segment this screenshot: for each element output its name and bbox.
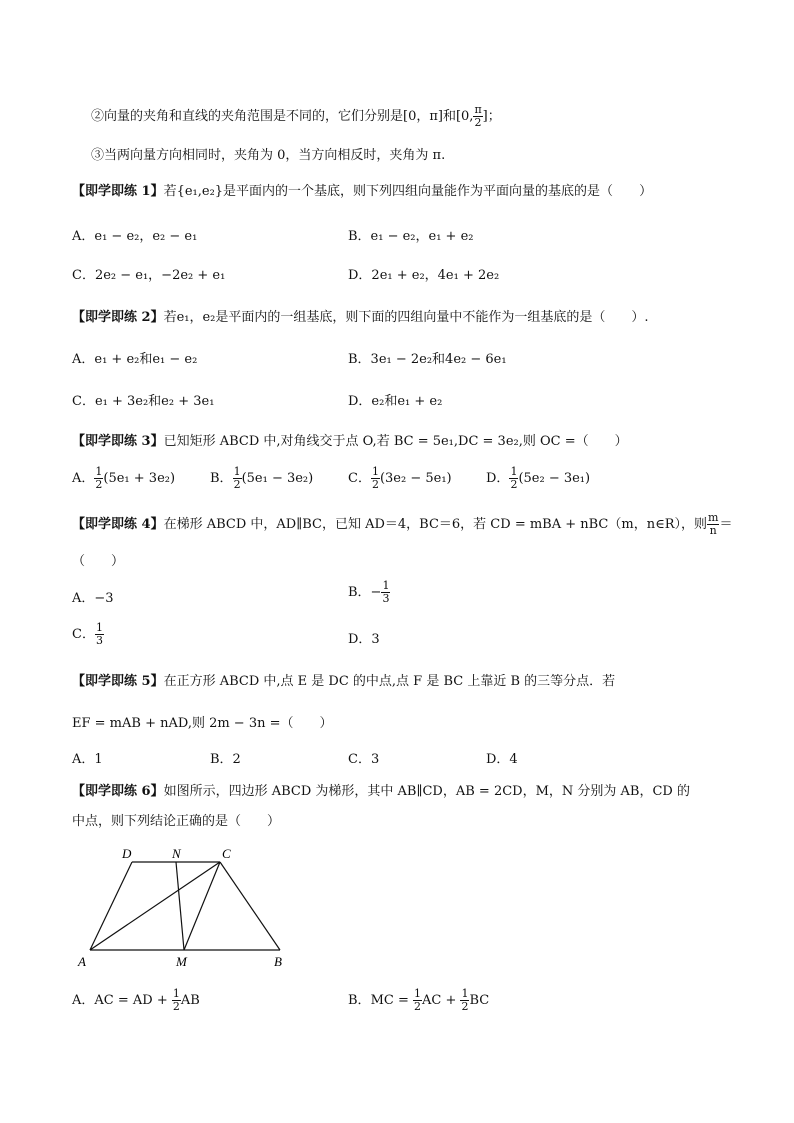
note-2-text: ②向量的夹角和直线的夹角范围是不同的，它们分别是[0，π]和[0, bbox=[91, 109, 474, 124]
option-expression: (5e₁ − 3e₂) bbox=[241, 471, 314, 486]
q2-option-d[interactable]: D．e₂和e₁ + e₂ bbox=[348, 394, 443, 409]
q3-option-a[interactable] bbox=[72, 466, 175, 491]
option-expression: (5e₁ + 3e₂) bbox=[103, 471, 176, 486]
q4-option-d[interactable]: D．3 bbox=[348, 632, 380, 647]
q2-option-a[interactable]: A．e₁ + e₂和e₁ − e₂ bbox=[72, 352, 198, 367]
option-label: A． bbox=[72, 993, 95, 1008]
diagonal-ac bbox=[90, 862, 220, 950]
q5-option-d[interactable]: D．4 bbox=[486, 752, 518, 767]
q5-option-a[interactable]: A．1 bbox=[72, 752, 103, 767]
fraction-denominator: n bbox=[709, 524, 717, 537]
question-tag: 【即学即练 5】 bbox=[72, 674, 164, 689]
q1-option-b[interactable]: B．e₁ − e₂，e₁ + e₂ bbox=[348, 229, 474, 244]
option-expression: MC = bbox=[370, 993, 413, 1008]
fraction-denominator: 3 bbox=[95, 634, 103, 647]
fraction-numerator: 1 bbox=[95, 621, 103, 634]
label-b: B bbox=[274, 954, 282, 969]
option-label: C． bbox=[72, 627, 95, 642]
note-2 bbox=[91, 104, 501, 129]
one-third-fraction bbox=[381, 580, 390, 605]
fraction-denominator: 2 bbox=[461, 1000, 469, 1013]
half-fraction bbox=[371, 466, 380, 491]
fraction-numerator: 1 bbox=[413, 987, 421, 1000]
option-label: B． bbox=[348, 993, 371, 1008]
question-text: 在梯形 ABCD 中，AD∥BC，已知 AD＝4，BC＝6，若 CD = mBA + nBC（m，n∈R），则 bbox=[163, 517, 707, 532]
question-text: 如图所示，四边形 ABCD 为梯形，其中 AB∥CD，AB = 2CD，M，N 分别为 AB，CD 的 bbox=[163, 784, 690, 799]
fraction-numerator: 1 bbox=[461, 987, 469, 1000]
option-label: A． bbox=[72, 471, 95, 486]
q1-option-d[interactable]: D．2e₁ + e₂，4e₁ + 2e₂ bbox=[348, 268, 500, 283]
option-expression: (3e₂ − 5e₁) bbox=[379, 471, 452, 486]
label-m: M bbox=[176, 954, 187, 969]
q5-option-c[interactable]: C．3 bbox=[348, 752, 380, 767]
question-5-stem bbox=[72, 670, 615, 689]
m-over-n-fraction bbox=[707, 512, 719, 537]
q3-option-b[interactable] bbox=[210, 466, 313, 491]
question-tag: 【即学即练 6】 bbox=[72, 784, 164, 799]
fraction-denominator: 2 bbox=[371, 478, 379, 491]
question-tag: 【即学即练 4】 bbox=[72, 517, 164, 532]
question-4-answer-paren: （ ） bbox=[72, 554, 125, 569]
fraction-denominator: 3 bbox=[382, 592, 390, 605]
fraction-denominator: 2 bbox=[474, 116, 482, 129]
option-expression-tail: BC bbox=[469, 993, 490, 1008]
question-tag: 【即学即练 2】 bbox=[72, 310, 164, 325]
question-tag: 【即学即练 3】 bbox=[72, 434, 164, 449]
fraction-numerator: 1 bbox=[233, 465, 241, 478]
half-fraction bbox=[413, 988, 422, 1013]
question-text: 若e₁，e₂是平面内的一组基底，则下面的四组向量中不能作为一组基底的是（ ）. bbox=[163, 310, 649, 325]
q4-option-b[interactable] bbox=[348, 580, 390, 605]
q4-option-c[interactable] bbox=[72, 622, 104, 647]
pi-over-2-fraction bbox=[473, 104, 482, 129]
note-3: ③当两向量方向相同时，夹角为 0，当方向相反时，夹角为 π. bbox=[91, 148, 446, 163]
question-5-stem-line-2: EF = mAB + nAD,则 2m − 3n =（ ） bbox=[72, 716, 333, 731]
fraction-numerator: 1 bbox=[382, 579, 390, 592]
q2-option-b[interactable]: B．3e₁ − 2e₂和4e₂ − 6e₁ bbox=[348, 352, 507, 367]
q1-option-c[interactable]: C．2e₂ − e₁，−2e₂ + e₁ bbox=[72, 268, 226, 283]
question-tag: 【即学即练 1】 bbox=[72, 184, 164, 199]
fraction-denominator: 2 bbox=[233, 478, 241, 491]
one-third-fraction bbox=[95, 622, 104, 647]
fraction-denominator: 2 bbox=[95, 478, 103, 491]
q1-option-a[interactable]: A．e₁ − e₂，e₂ − e₁ bbox=[72, 229, 198, 244]
question-2-stem bbox=[72, 306, 649, 325]
q6-option-b[interactable] bbox=[348, 988, 489, 1013]
question-text: 若{e₁,e₂}是平面内的一个基底，则下列四组向量能作为平面向量的基底的是（ ） bbox=[163, 184, 653, 199]
fraction-numerator: 1 bbox=[510, 465, 518, 478]
q6-option-a[interactable] bbox=[72, 988, 200, 1013]
q5-option-b[interactable]: B．2 bbox=[210, 752, 241, 767]
option-label: D． bbox=[486, 471, 510, 486]
q3-option-d[interactable] bbox=[486, 466, 590, 491]
option-label: B．− bbox=[348, 585, 382, 600]
label-n: N bbox=[172, 846, 181, 861]
question-3-stem bbox=[72, 430, 628, 449]
option-label: B． bbox=[210, 471, 233, 486]
trapezoid-figure bbox=[72, 842, 312, 972]
question-text-end: ＝ bbox=[719, 517, 733, 532]
segment-mc bbox=[184, 862, 220, 950]
option-expression-tail: AB bbox=[180, 993, 200, 1008]
question-1-stem bbox=[72, 180, 652, 199]
fraction-denominator: 2 bbox=[510, 478, 518, 491]
fraction-numerator: m bbox=[708, 511, 719, 524]
note-2-suffix: ]； bbox=[482, 109, 501, 124]
question-4-stem bbox=[72, 512, 732, 537]
option-expression: AC = AD + bbox=[94, 993, 172, 1008]
q3-option-c[interactable] bbox=[348, 466, 452, 491]
option-expression: (5e₂ − 3e₁) bbox=[518, 471, 591, 486]
question-6-stem-line-2: 中点，则下列结论正确的是（ ） bbox=[72, 814, 281, 829]
edge-bc bbox=[220, 862, 280, 950]
fraction-numerator: 1 bbox=[95, 465, 103, 478]
edge-ad bbox=[90, 862, 132, 950]
fraction-numerator: π bbox=[474, 103, 482, 116]
question-text: 在正方形 ABCD 中,点 E 是 DC 的中点,点 F 是 BC 上靠近 B 的三等分点．若 bbox=[163, 674, 616, 689]
half-fraction bbox=[233, 466, 242, 491]
fraction-denominator: 2 bbox=[172, 1000, 180, 1013]
fraction-denominator: 2 bbox=[413, 1000, 421, 1013]
fraction-numerator: 1 bbox=[371, 465, 379, 478]
option-expression-mid: AC + bbox=[421, 993, 461, 1008]
label-d: D bbox=[122, 846, 132, 861]
question-6-stem bbox=[72, 780, 690, 799]
question-text: 已知矩形 ABCD 中,对角线交于点 O,若 BC = 5e₁,DC = 3e₂,则 OC =（ ） bbox=[163, 434, 628, 449]
option-label: C． bbox=[348, 471, 371, 486]
segment-mn bbox=[176, 862, 184, 950]
label-c: C bbox=[222, 846, 231, 861]
q4-option-a[interactable]: A．−3 bbox=[72, 591, 114, 606]
q2-option-c[interactable]: C．e₁ + 3e₂和e₂ + 3e₁ bbox=[72, 394, 215, 409]
fraction-numerator: 1 bbox=[172, 987, 180, 1000]
half-fraction bbox=[172, 988, 181, 1013]
label-a: A bbox=[78, 954, 86, 969]
